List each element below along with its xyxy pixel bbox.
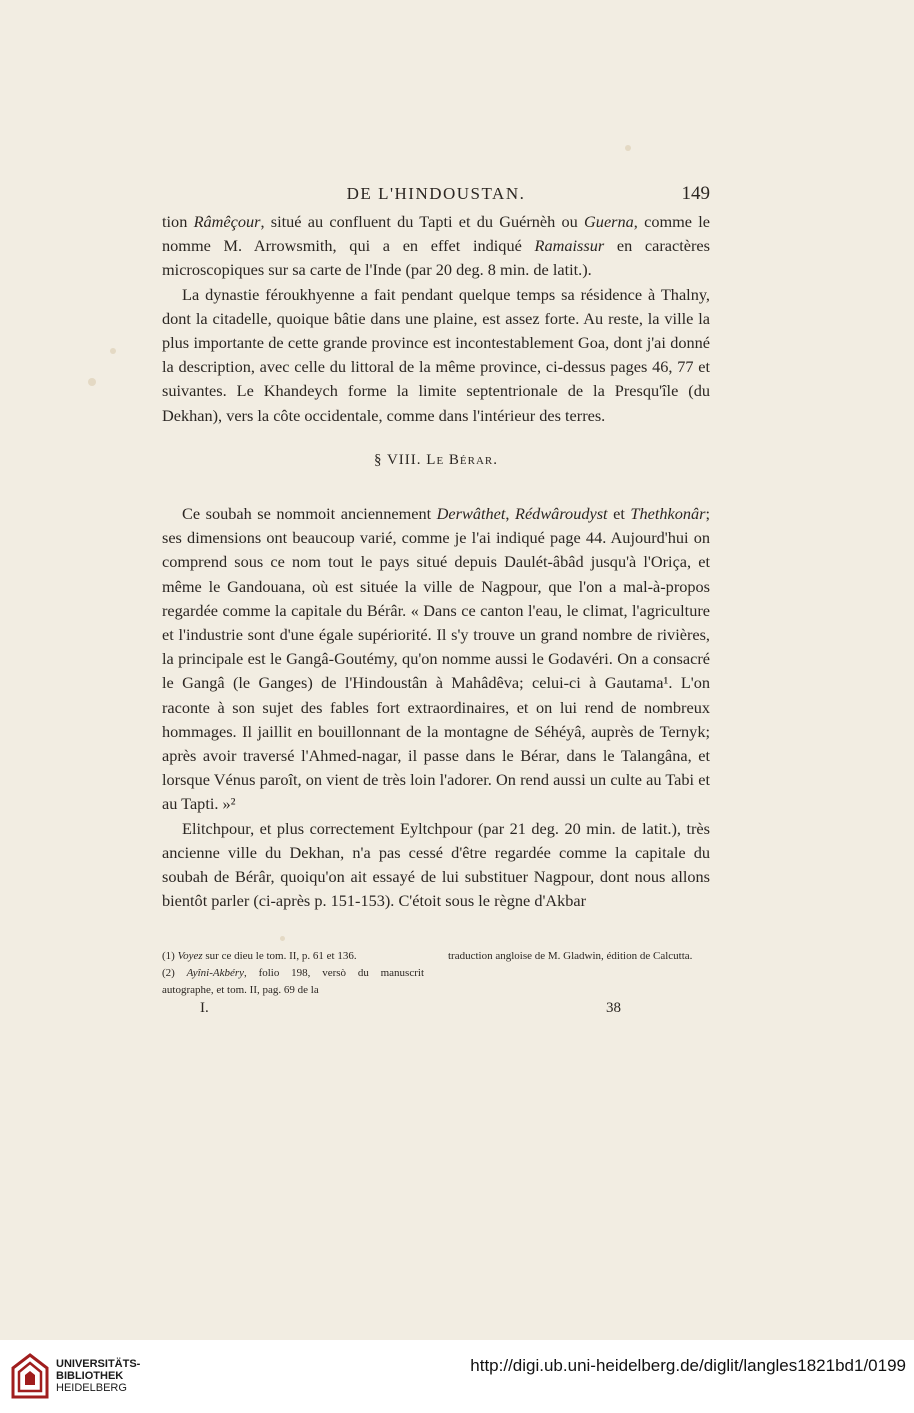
footnote-2 (162, 965, 424, 999)
text-run: tion (162, 212, 194, 231)
italic-term: Voyez (177, 950, 203, 962)
text-run: ; ses dimensions ont beaucoup varié, comme je l'ai indiqué page 44. Aujourd'hui on comprend sous ce nom tout le pays situé depuis Daulét-âbâd jusqu'à l'Oriça, et même le Gandouana, où est située la ville de Nagpour, que l'on a mal-à-propos regardée comme la capitale du Bérâr. « Dans ce canton l'eau, le climat, l'agriculture et l'industrie sont d'une égale supériorité. Il s'y trouve un grand nombre de rivières, la principale est le Gangâ-Goutémy, qu'on nomme aussi le Godavéri. On a consacré le Gangâ (le Ganges) de l'Hindoustân à Mahâdêva; celui-ci à Gautama¹. L'on raconte à son sujet des fables fort extraordinaires, et on lui rend de nombreux hommages. Il jaillit en bouillonnant de la montagne de Séhéyâ, auprès de Ternyk; après avoir traversé l'Ahmed-nagar, il passe dans le Bérar, dans le Talangâna, et lorsque Vénus paroît, on vient de très loin l'adorer. On rend aussi un culte au Tabi et au Tapti. »² (162, 504, 711, 814)
running-head: DE L'HINDOUSTAN. (346, 184, 526, 203)
footnote-column-left (162, 948, 424, 999)
italic-term: Râmêçour (193, 212, 261, 231)
stain-mark (88, 378, 96, 386)
signature-mark: I. (200, 1000, 209, 1016)
permalink-url[interactable]: http://digi.ub.uni-heidelberg.de/diglit/langles1821bd1/0199 (470, 1356, 906, 1375)
footnote-marker: (1) (162, 950, 178, 962)
italic-term: Rédwâroudyst (515, 504, 608, 524)
paragraph: Elitchpour, et plus correctement Eyltchpour (par 21 deg. 20 min. de latit.), très ancienne ville du Dekhan, n'a pas cessé d'être regardée comme la capitale du soubah de Bérâr, quoiqu'on ait essayé de lui substituer Nagpour, dont nous allons bientôt parler (ci-après p. 151-153). C'étoit sous le règne d'Akbar (162, 818, 710, 911)
text-run: Ce soubah se nommoit anciennement (182, 504, 437, 524)
footnote-2-continued: traduction angloise de M. Gladwin, édition de Calcutta. (448, 950, 693, 962)
library-footer (0, 1340, 914, 1413)
text-run: en caractères microscopiques sur sa carte de l'Inde (par 20 deg. 8 min. de latit.). (162, 236, 710, 280)
stain-mark (110, 348, 116, 354)
footnote-text: , folio 198, versò du manuscrit autographe, et tom. II, pag. 69 de la (162, 967, 424, 996)
footnote-1 (162, 948, 424, 965)
sheet-number: 38 (606, 1000, 621, 1016)
section-name: Le Bérar. (426, 451, 499, 468)
library-name-line: UNIVERSITÄTS- (56, 1358, 141, 1370)
body-text (162, 210, 710, 913)
library-logo-icon (10, 1352, 50, 1400)
italic-term: Ayîni-Akbéry (186, 967, 245, 979)
text-run: , situé au confluent du Tapti et du Guérnèh ou (260, 212, 585, 231)
page-header (162, 180, 710, 210)
footnote-column-right (448, 948, 710, 999)
italic-term: Thethkonâr (630, 504, 706, 524)
paragraph: La dynastie féroukhyenne a fait pendant quelque temps sa résidence à Thalny, dont la citadelle, quoique bâtie dans une plaine, est assez forte. Au reste, la ville la plus importante de cette grande province est incontestablement Goa, dont j'ai donné la description, avec celle du littoral de la même province, ci-dessus pages 46, 77 et suivantes. Le Khandeych forme la limite septentrionale de la Presqu'île (du Dekhan), vers la côte occidentale, comme dans l'intérieur des terres. (162, 284, 710, 425)
italic-term: Ramaissur (534, 236, 605, 256)
italic-term: Derwâthet (436, 504, 506, 524)
text-run: et (607, 504, 631, 524)
library-name-line: BIBLIOTHEK (56, 1370, 124, 1382)
stain-mark (625, 145, 631, 151)
paragraph (162, 502, 710, 817)
library-name (56, 1358, 140, 1394)
page-number: 149 (681, 183, 710, 204)
paragraph (162, 210, 710, 283)
text-run: , comme le nomme M. Arrowsmith, qui a en effet indiqué (162, 212, 710, 256)
footnotes (162, 948, 710, 999)
italic-term: Guerna (584, 212, 634, 231)
library-name-line: HEIDELBERG (56, 1382, 127, 1394)
section-heading (162, 448, 710, 472)
footnote-text: sur ce dieu le tom. II, p. 61 et 136. (202, 950, 357, 962)
text-run: , (505, 504, 516, 524)
footnote-marker: (2) (162, 967, 187, 979)
stain-mark (280, 936, 285, 941)
section-number: § VIII. (373, 451, 427, 468)
